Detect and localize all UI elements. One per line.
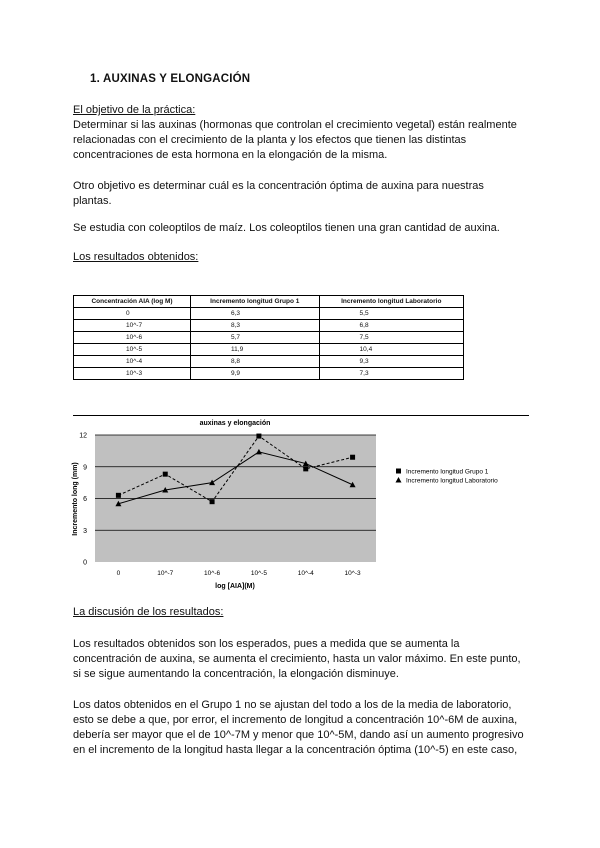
- legend-label: Incremento longitud Grupo 1: [406, 468, 489, 476]
- y-tick-label: 3: [83, 527, 87, 535]
- table-cell: 8,3: [191, 320, 320, 332]
- results-table: [73, 295, 464, 380]
- x-tick-label: 0: [116, 570, 121, 577]
- objective-line: concentraciones de esta hormona en la elongación de la misma.: [73, 149, 388, 161]
- table-cell: 11,9: [191, 344, 320, 356]
- table-cell: 10^-4: [74, 356, 191, 368]
- y-tick-label: 0: [83, 559, 87, 567]
- y-axis-label: Incremento long (mm): [72, 462, 79, 536]
- data-point-square: [303, 466, 308, 471]
- table-cell: 10^-6: [74, 332, 191, 344]
- table-cell: 6,3: [191, 308, 320, 320]
- x-tick-label: 10^-4: [297, 570, 314, 577]
- line-chart: [66, 416, 536, 596]
- x-axis-label: log [AIA](M): [215, 583, 255, 590]
- y-tick-label: 12: [79, 432, 87, 440]
- table-cell: 0: [74, 308, 191, 320]
- discussion-heading: La discusión de los resultados:: [73, 606, 224, 618]
- discussion-line: esto se debe a que, por error, el incremento de longitud a concentración 10^-6M de auxina,: [73, 714, 518, 726]
- table-cell: 5,7: [191, 332, 320, 344]
- discussion-line: si se sigue aumentando la concentración, la elongación disminuye.: [73, 668, 399, 680]
- table-row: [74, 368, 464, 380]
- data-point-square: [116, 493, 121, 498]
- table-cell: 10^-7: [74, 320, 191, 332]
- table-cell: 9,3: [319, 356, 463, 368]
- table-cell: 10,4: [319, 344, 463, 356]
- section-title: 1. AUXINAS Y ELONGACIÓN: [90, 73, 251, 85]
- table-cell: 10^-3: [74, 368, 191, 380]
- table-row: [74, 356, 464, 368]
- table-cell: 8,8: [191, 356, 320, 368]
- y-tick-label: 6: [83, 496, 87, 503]
- x-tick-label: 10^-3: [344, 570, 361, 577]
- table-cell: 9,9: [191, 368, 320, 380]
- table-row: [74, 320, 464, 332]
- data-point-square: [163, 472, 168, 477]
- table-cell: 10^-5: [74, 344, 191, 356]
- data-point-square: [210, 499, 215, 504]
- table-header-cell: Incremento longitud Laboratorio: [319, 296, 463, 308]
- discussion-line: Los resultados obtenidos son los esperados, pues a medida que se aumenta la: [73, 638, 460, 650]
- table-cell: 7,3: [319, 368, 463, 380]
- other-objective-line: plantas.: [73, 195, 112, 207]
- objective-line: relacionadas con el crecimiento de la planta y los efectos que tienen las distintas: [73, 134, 467, 146]
- legend-marker-square: [396, 469, 401, 474]
- table-cell: 7,5: [319, 332, 463, 344]
- table-row: [74, 332, 464, 344]
- legend-marker-triangle: [396, 477, 402, 483]
- y-tick-label: 9: [83, 464, 87, 472]
- x-tick-label: 10^-7: [157, 570, 174, 577]
- x-tick-label: 10^-5: [250, 570, 267, 577]
- x-tick-label: 10^-6: [204, 570, 221, 577]
- other-objective-line: Otro objetivo es determinar cuál es la concentración óptima de auxina para nuestras: [73, 180, 484, 192]
- results-heading: Los resultados obtenidos:: [73, 251, 199, 263]
- legend-label: Incremento longitud Laboratorio: [406, 477, 498, 485]
- data-point-square: [256, 434, 261, 439]
- discussion-line: debería ser mayor que el de 10^-7M y menor que 10^-5M, dando así un aumento progresivo: [73, 729, 524, 741]
- discussion-line: en el incremento de la longitud hasta llegar a la concentración óptima (10^-5) en este caso,: [73, 744, 518, 756]
- table-header-cell: Concentración AIA (log M): [74, 296, 191, 308]
- chart-title: auxinas y elongación: [199, 420, 271, 427]
- study-line: Se estudia con coleoptilos de maíz. Los coleoptilos tienen una gran cantidad de auxina.: [73, 222, 500, 234]
- table-header-cell: Incremento longitud Grupo 1: [191, 296, 320, 308]
- discussion-line: concentración de auxina, se aumenta el crecimiento, hasta un valor máximo. En este punto,: [73, 653, 521, 665]
- table-row: [74, 344, 464, 356]
- table-row: [74, 308, 464, 320]
- data-point-square: [350, 455, 355, 460]
- discussion-line: Los datos obtenidos en el Grupo 1 no se ajustan del todo a los de la media de laboratorio,: [73, 699, 512, 711]
- table-cell: 6,8: [319, 320, 463, 332]
- table-cell: 5,5: [319, 308, 463, 320]
- objective-line: Determinar si las auxinas (hormonas que controlan el crecimiento vegetal) están realmente: [73, 119, 517, 131]
- objective-heading: El objetivo de la práctica:: [73, 104, 196, 116]
- table-header-row: [74, 296, 464, 308]
